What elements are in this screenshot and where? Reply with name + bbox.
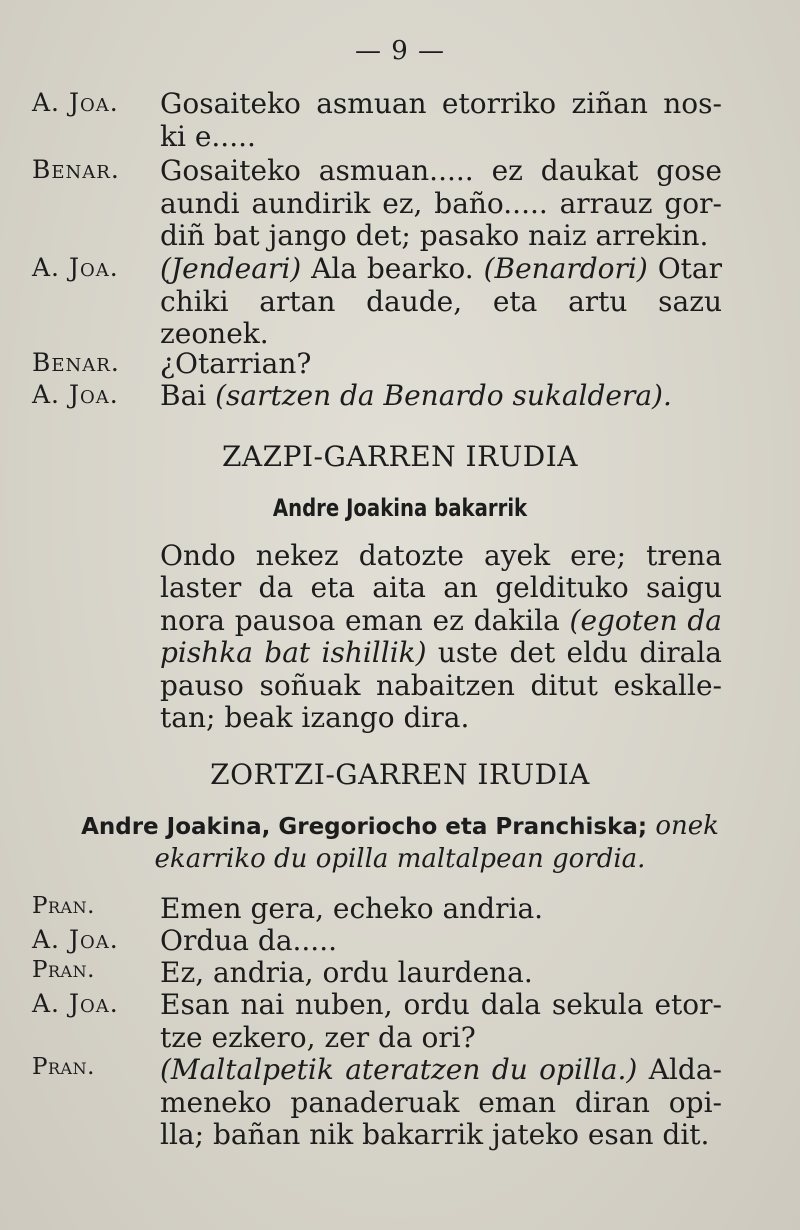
scene-subtitle	[60, 810, 740, 875]
spoken-text: Bai	[160, 379, 216, 412]
speaker-name: Pran.	[32, 1054, 95, 1080]
scene-subtitle: Andre Joakina bakarrik	[272, 494, 528, 522]
speaker-name: Pran.	[32, 893, 95, 919]
dialogue-text: ¿Otarrian?	[160, 347, 312, 380]
stage-direction: (Jendeari)	[160, 252, 302, 285]
dialogue-text: Gosaiteko asmuan etorriko ziñan nos-ki e.....	[160, 87, 722, 153]
dialogue-text	[160, 380, 722, 413]
scene-title: ZAZPI-GARREN IRUDIA	[221, 440, 579, 473]
spoken-text: uste det eldu dirala pauso soñuak nabaitzen ditut eskalle-tan; beak izango dira.	[160, 636, 722, 735]
page-number: — 9 —	[354, 36, 446, 66]
speaker-name: Benar.	[32, 348, 120, 377]
spoken-text: Alda-meneko panaderuak eman diran opi-lla; bañan nik bakarrik jateko esan dit.	[160, 1053, 722, 1152]
speaker-name: A. Joa.	[32, 925, 119, 954]
stage-direction: (Benardori)	[483, 252, 648, 285]
spoken-text: Ala bearko.	[301, 252, 484, 285]
speaker-name: Pran.	[32, 957, 95, 983]
dialogue-text: Gosaiteko asmuan..... ez daukat gose aundi aundirik ez, baño..... arrauz gor-diñ bat jango det; pasako naiz arrekin.	[160, 154, 722, 253]
speaker-name: Benar.	[32, 155, 120, 184]
speaker-name: A. Joa.	[32, 253, 119, 282]
dialogue-text: Emen gera, echeko andria.	[160, 892, 544, 925]
dialogue-text: Ez, andria, ordu laurdena.	[160, 956, 533, 989]
stage-direction: (sartzen da Benardo sukaldera).	[215, 379, 672, 412]
speaker-name: A. Joa.	[32, 88, 119, 117]
dialogue-text	[160, 1054, 722, 1152]
dialogue-text	[160, 253, 722, 351]
subtitle-characters: Andre Joakina, Gregoriocho eta Pranchiska;	[81, 814, 648, 840]
dialogue-text: Esan nai nuben, ordu dala sekula etor-tze ezkero, zer da ori?	[160, 988, 722, 1054]
stage-direction: (Maltalpetik ateratzen du opilla.)	[160, 1053, 638, 1086]
spoken-text: Otar chiki artan daude, eta artu sazu zeonek.	[160, 252, 722, 351]
scene-paragraph	[160, 540, 722, 734]
speaker-name: A. Joa.	[32, 989, 119, 1018]
stage-direction: (egoten da pishka bat ishillik)	[160, 603, 722, 670]
spoken-text: Ondo nekez datozte ayek ere; trena laster da eta aita an geldituko saigu nora pausoa eman ez dakila	[160, 539, 722, 637]
scene-title: ZORTZI-GARREN IRUDIA	[210, 758, 590, 791]
speaker-name: A. Joa.	[32, 380, 119, 409]
subtitle-stage-direction: onek ekarriko du opilla maltalpean gordia.	[154, 811, 719, 874]
dialogue-text: Ordua da.....	[160, 924, 338, 957]
